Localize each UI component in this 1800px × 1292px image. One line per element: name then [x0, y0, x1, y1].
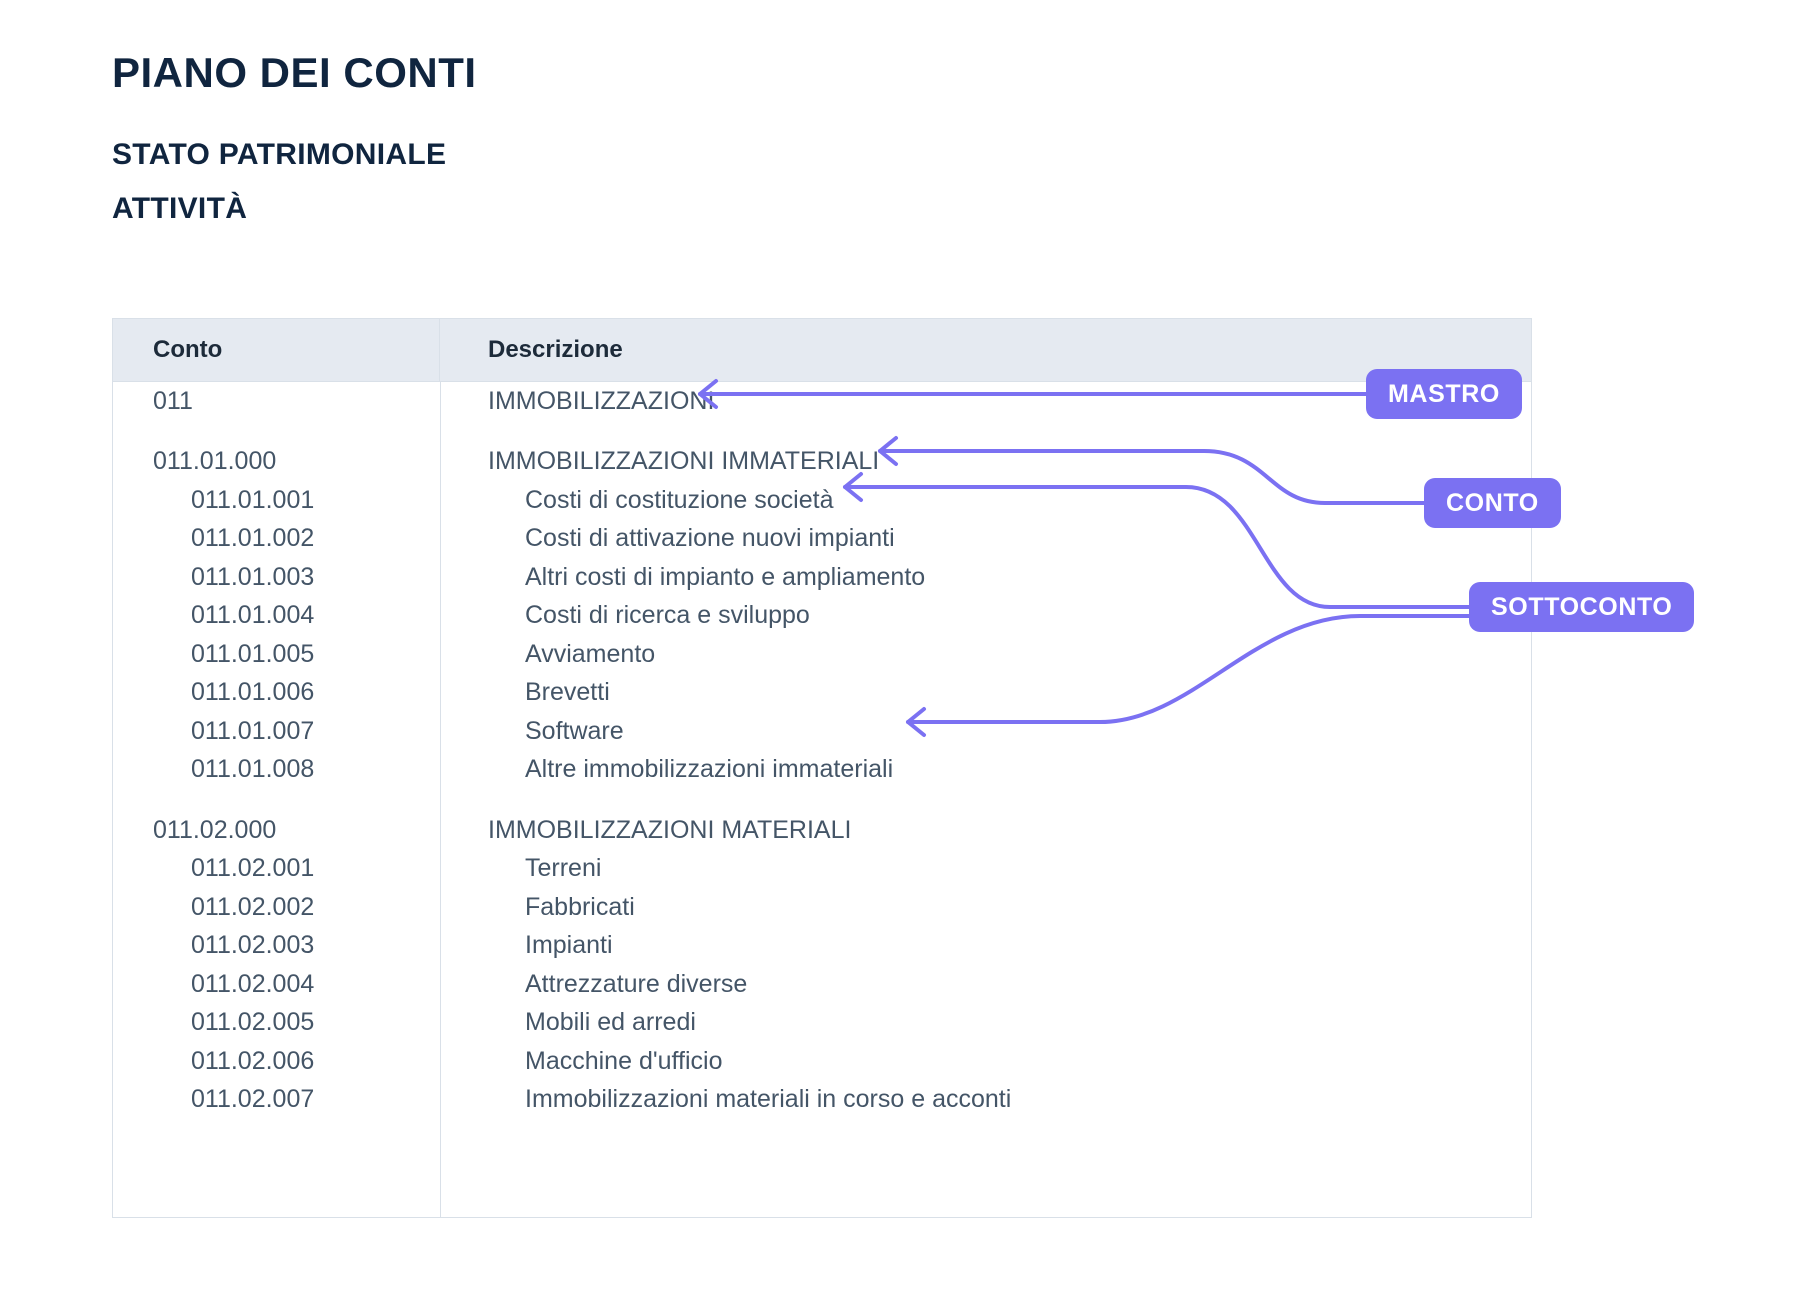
table-row	[113, 965, 1531, 1004]
cell-conto: 011.01.006	[191, 678, 315, 707]
table-row	[113, 927, 1531, 966]
table-row	[113, 1081, 1531, 1120]
table-row	[113, 558, 1531, 597]
table-row	[113, 712, 1531, 751]
table-row	[113, 481, 1531, 520]
cell-descrizione: Altri costi di impianto e ampliamento	[525, 562, 926, 591]
cell-descrizione: Impianti	[525, 931, 613, 960]
cell-conto: 011.02.004	[191, 969, 315, 998]
cell-descrizione: IMMOBILIZZAZIONI MATERIALI	[488, 815, 852, 844]
column-header-conto: Conto	[113, 319, 440, 381]
table-row	[113, 635, 1531, 674]
cell-descrizione: Attrezzature diverse	[525, 969, 748, 998]
cell-conto: 011.01.000	[153, 447, 277, 476]
cell-conto: 011.02.005	[191, 1008, 315, 1037]
cell-descrizione: Altre immobilizzazioni immateriali	[525, 755, 894, 784]
cell-descrizione: Macchine d'ufficio	[525, 1046, 723, 1075]
table-row	[113, 1004, 1531, 1043]
section-subtitle-attivita: ATTIVITÀ	[112, 192, 248, 225]
cell-conto: 011	[153, 386, 193, 415]
cell-descrizione: IMMOBILIZZAZIONI	[488, 386, 715, 415]
cell-descrizione: Software	[525, 716, 624, 745]
table-header-row	[113, 319, 1531, 382]
table-row	[113, 751, 1531, 790]
cell-conto: 011.01.003	[191, 562, 315, 591]
cell-descrizione: Costi di attivazione nuovi impianti	[525, 524, 895, 553]
table-row	[113, 382, 1531, 421]
cell-descrizione: Brevetti	[525, 678, 610, 707]
table-row	[113, 888, 1531, 927]
table-row	[113, 520, 1531, 559]
section-subtitle-stato-patrimoniale: STATO PATRIMONIALE	[112, 138, 447, 171]
table-row	[113, 443, 1531, 482]
cell-descrizione: Mobili ed arredi	[525, 1008, 696, 1037]
table-row	[113, 597, 1531, 636]
table-row	[113, 674, 1531, 713]
cell-conto: 011.01.007	[191, 716, 315, 745]
table-row	[113, 1042, 1531, 1081]
chart-of-accounts-table	[112, 318, 1532, 1218]
cell-descrizione: Avviamento	[525, 639, 656, 668]
table-row	[113, 850, 1531, 889]
cell-conto: 011.02.002	[191, 892, 315, 921]
column-header-descrizione: Descrizione	[488, 336, 623, 363]
cell-conto: 011.01.001	[191, 485, 315, 514]
cell-descrizione: Costi di ricerca e sviluppo	[525, 601, 810, 630]
cell-conto: 011.02.001	[191, 854, 315, 883]
cell-descrizione: Fabbricati	[525, 892, 635, 921]
table-row	[113, 811, 1531, 850]
cell-conto: 011.02.000	[153, 815, 277, 844]
cell-descrizione: Costi di costituzione società	[525, 485, 834, 514]
page-title: PIANO DEI CONTI	[112, 49, 477, 96]
table-body	[113, 382, 1531, 1217]
badge-sottoconto[interactable]: SOTTOCONTO	[1469, 582, 1694, 632]
cell-descrizione: Immobilizzazioni materiali in corso e acconti	[525, 1085, 1012, 1114]
cell-conto: 011.01.008	[191, 755, 315, 784]
cell-descrizione: IMMOBILIZZAZIONI IMMATERIALI	[488, 447, 880, 476]
cell-conto: 011.01.002	[191, 524, 315, 553]
badge-mastro[interactable]: MASTRO	[1366, 369, 1522, 419]
cell-conto: 011.01.004	[191, 601, 315, 630]
table-rows-container	[113, 382, 1531, 1119]
badge-conto[interactable]: CONTO	[1424, 478, 1561, 528]
cell-conto: 011.02.006	[191, 1046, 315, 1075]
cell-conto: 011.02.007	[191, 1085, 315, 1114]
cell-conto: 011.01.005	[191, 639, 315, 668]
cell-conto: 011.02.003	[191, 931, 315, 960]
cell-descrizione: Terreni	[525, 854, 602, 883]
